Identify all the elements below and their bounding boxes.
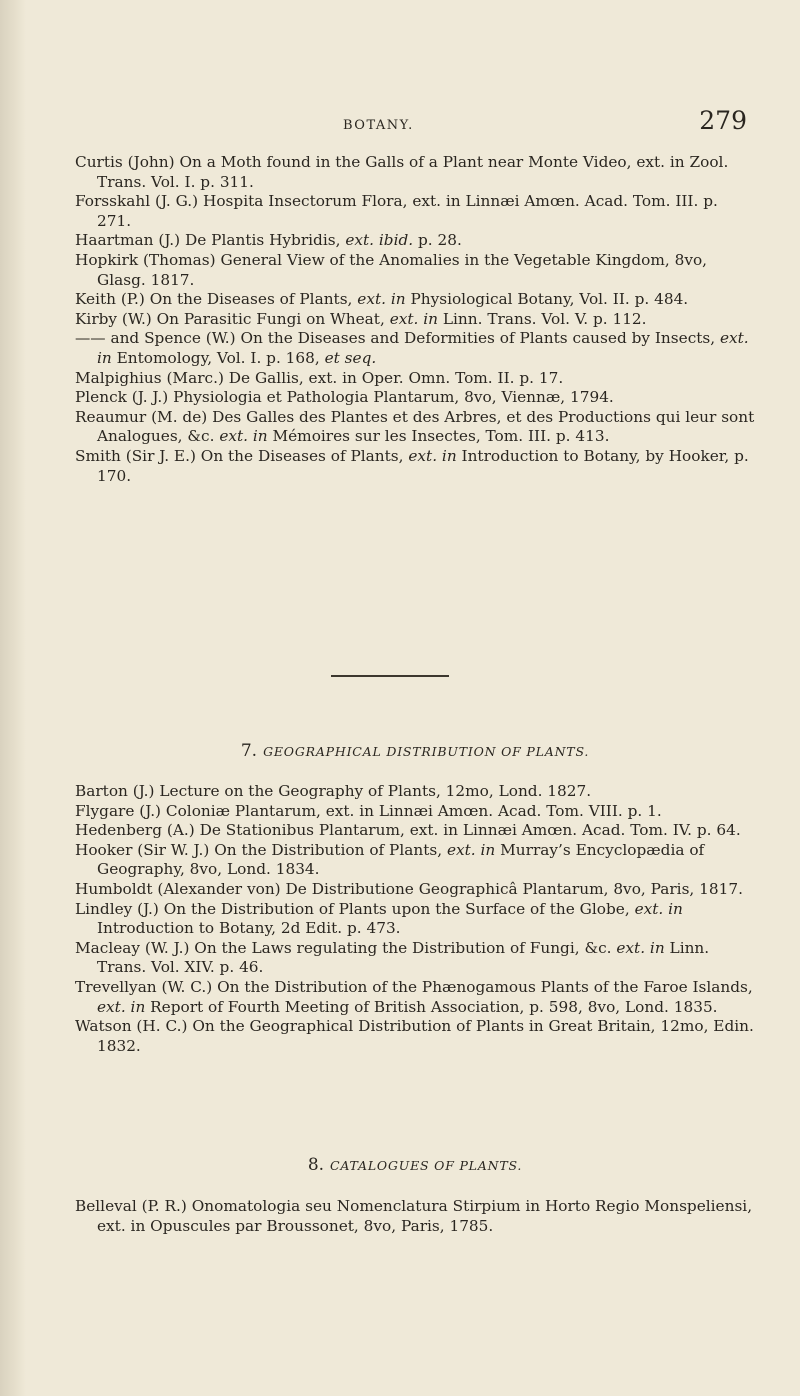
bibliography-entry: Malpighius (Marc.) De Gallis, ext. in Oper. Omn. Tom. II. p. 17.: [75, 368, 564, 387]
bibliography-entry: Belleval (P. R.) Onomatologia seu Nomenclatura Stirpium in Horto Regio Monspeliensi, ext. in Opuscules par Broussonet, 8vo, Paris, 1785.: [75, 1197, 753, 1235]
running-head: [75, 106, 755, 146]
bibliography-entry: Macleay (W. J.) On the Laws regulating the Distribution of Fungi, &c. ext. in Linn. Trans. Vol. XIV. p. 46.: [75, 938, 710, 977]
section-divider-rule: [331, 675, 449, 677]
bibliography-entry: Plenck (J. J.) Physiologia et Pathologia Plantarum, 8vo, Viennæ, 1794.: [75, 388, 614, 407]
running-title: BOTANY.: [343, 118, 414, 133]
section-8-entries: [75, 1197, 755, 1236]
bibliography-entry: Hopkirk (Thomas) General View of the Anomalies in the Vegetable Kingdom, 8vo, Glasg. 1817.: [75, 250, 708, 289]
section-title: GEOGRAPHICAL DISTRIBUTION OF PLANTS.: [263, 744, 590, 759]
section-heading: [75, 741, 755, 761]
bibliography-entry: Lindley (J.) On the Distribution of Plants upon the Surface of the Globe, ext. in Introduction to Botany, 2d Edit. p. 473.: [75, 899, 683, 938]
bibliography-entry: Keith (P.) On the Diseases of Plants, ext. in Physiological Botany, Vol. II. p. 484.: [75, 290, 689, 309]
bibliography-entry: Flygare (J.) Coloniæ Plantarum, ext. in Linnæi Amœn. Acad. Tom. VIII. p. 1.: [75, 801, 662, 820]
bibliography-entry: Kirby (W.) On Parasitic Fungi on Wheat, ext. in Linn. Trans. Vol. V. p. 112.: [75, 309, 647, 328]
page-number: 279: [699, 106, 747, 135]
bibliography-entry: Smith (Sir J. E.) On the Diseases of Plants, ext. in Introduction to Botany, by Hooker, p. 170.: [75, 446, 749, 485]
bibliography-entry: Barton (J.) Lecture on the Geography of Plants, 12mo, Lond. 1827.: [75, 782, 592, 800]
bibliography-entry: Reaumur (M. de) Des Galles des Plantes et des Arbres, et des Productions qui leur sont Analogues, &c. ext. in Mémoires sur les Insectes, Tom. III. p. 413.: [75, 407, 755, 446]
bibliography-entry: —— and Spence (W.) On the Diseases and Deformities of Plants caused by Insects, ext. in Entomology, Vol. I. p. 168, et seq.: [75, 329, 749, 367]
bibliography-entry: Hooker (Sir W. J.) On the Distribution of Plants, ext. in Murray’s Encyclopædia of Geography, 8vo, Lond. 1834.: [75, 840, 705, 879]
section-6-continued: [75, 153, 755, 486]
bibliography-entry: Humboldt (Alexander von) De Distributione Geographicâ Plantarum, 8vo, Paris, 1817.: [75, 879, 743, 898]
bibliography-entry: Forsskahl (J. G.) Hospita Insectorum Flora, ext. in Linnæi Amœn. Acad. Tom. III. p. 271.: [75, 192, 718, 230]
bibliography-entry: Trevellyan (W. C.) On the Distribution of the Phænogamous Plants of the Faroe Islands, ext. in Report of Fourth Meeting of British Association, p. 598, 8vo, Lond. 1835.: [75, 977, 753, 1016]
section-title: CATALOGUES OF PLANTS.: [330, 1158, 523, 1173]
section-number: 8.: [307, 1155, 325, 1175]
section-heading: [75, 1155, 755, 1175]
section-7-entries: [75, 782, 755, 1056]
bibliography-entry: Hedenberg (A.) De Stationibus Plantarum, ext. in Linnæi Amœn. Acad. Tom. IV. p. 64.: [75, 821, 741, 840]
bibliography-entry: Watson (H. C.) On the Geographical Distribution of Plants in Great Britain, 12mo, Edin. 1832.: [75, 1017, 754, 1055]
section-number: 7.: [240, 741, 258, 761]
book-binding-shadow: [0, 0, 26, 1396]
bibliography-entry: Haartman (J.) De Plantis Hybridis, ext. ibid. p. 28.: [75, 231, 462, 250]
bibliography-entry: Curtis (John) On a Moth found in the Galls of a Plant near Monte Video, ext. in Zool. Trans. Vol. I. p. 311.: [75, 153, 729, 191]
